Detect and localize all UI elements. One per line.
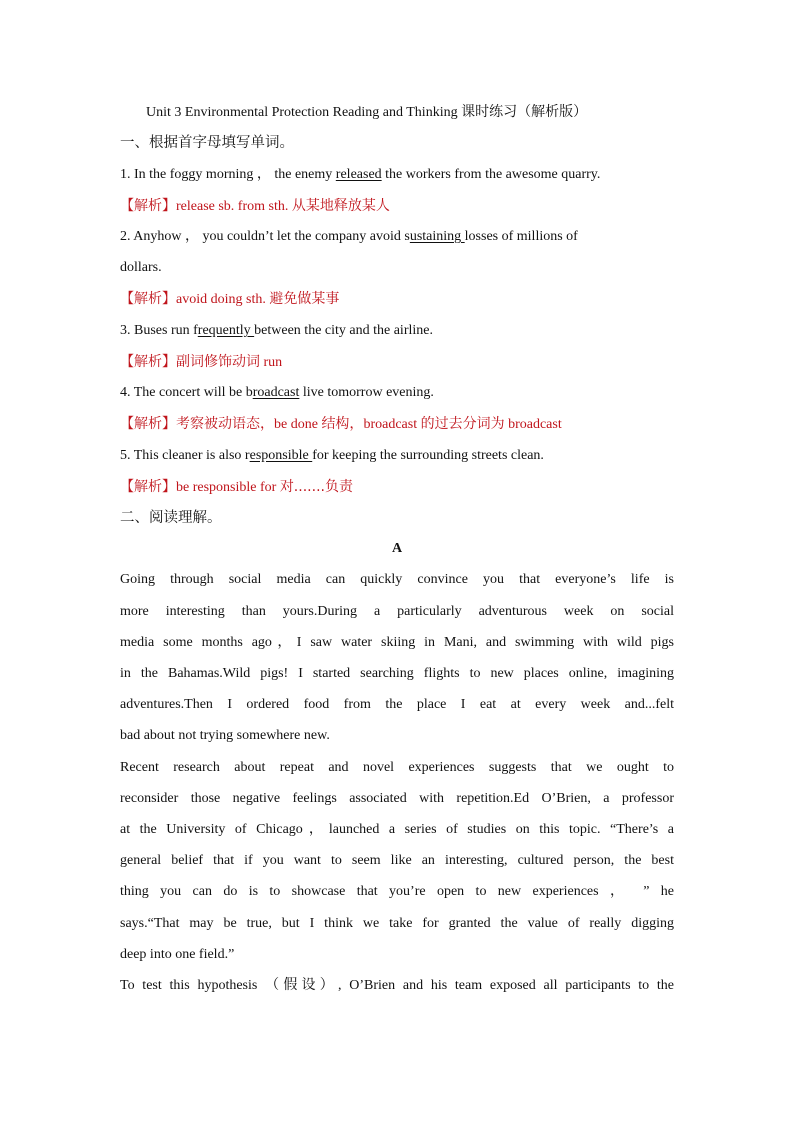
analysis-2-chinese: 避免做某事 <box>269 291 340 307</box>
title-english: Unit 3 Environmental Protection Reading and Thinking <box>146 105 458 120</box>
passage-line: reconsider those negative feelings associated with repetition.Ed O’Brien, a professor <box>120 791 674 806</box>
analysis-1-tag: 【解析】 <box>120 198 176 214</box>
question-1-text-after: the workers from the awesome quarry. <box>381 167 601 182</box>
passage-line: deep into one field.” <box>120 947 235 962</box>
title-chinese: 课时练习（解析版） <box>461 104 588 120</box>
analysis-4-english-1: be done <box>274 417 322 432</box>
passage-line: at the University of Chicago，launched a series of studies on this topic. “There’s a <box>120 822 674 837</box>
passage-line: thing you can do is to showcase that you’re open to new experiences ， ” he <box>120 884 674 899</box>
section-heading-fill-in: 一、根据首字母填写单词。 <box>120 135 294 151</box>
analysis-1-english: release sb. from sth. <box>176 199 292 214</box>
analysis-2-english: avoid doing sth. <box>176 292 270 307</box>
analysis-2-tag: 【解析】 <box>120 291 176 307</box>
question-3-answer: requently <box>197 323 255 338</box>
question-4-text-after: live tomorrow evening. <box>299 385 434 400</box>
question-5-text-before: 5. This cleaner is also r <box>120 448 250 463</box>
analysis-4-chinese-2: 结构， <box>321 416 364 432</box>
analysis-5-chinese: 对.......负责 <box>279 479 353 495</box>
analysis-4-chinese-1: 考察被动语态， <box>176 416 274 432</box>
passage-line: says.“That may be true, but I think we take for granted the value of really digging <box>120 916 674 931</box>
analysis-4-english-2: broadcast <box>363 417 421 432</box>
analysis-4-english-3: broadcast <box>504 417 562 432</box>
section-heading-reading: 二、阅读理解。 <box>120 510 222 526</box>
analysis-1 <box>120 197 674 216</box>
analysis-3-chinese: 副词修饰动词 <box>176 354 260 370</box>
analysis-4-chinese-3: 的过去分词为 <box>420 416 505 432</box>
passage-line: general belief that if you want to seem like an interesting, cultured person, the best <box>120 853 674 868</box>
question-1-text-before: 1. In the foggy morning ， the enemy <box>120 167 336 182</box>
analysis-5-english: be responsible for <box>176 480 280 495</box>
question-2-answer: ustaining <box>409 229 465 244</box>
passage-line: media some months ago，I saw water skiing in Mani, and swimming with wild pigs <box>120 635 674 650</box>
passage-line: in the Bahamas.Wild pigs! I started searching flights to new places online, imagining <box>120 666 674 681</box>
passage-label: A <box>391 541 403 556</box>
analysis-5 <box>120 478 674 497</box>
passage-line: Recent research about repeat and novel experiences suggests that we ought to <box>120 760 674 775</box>
passage-line: To test this hypothesis （假设）, O’Brien and his team exposed all participants to the <box>120 978 674 993</box>
passage-line: more interesting than yours.During a particularly adventurous week on social <box>120 604 674 619</box>
question-4-answer: roadcast <box>252 385 300 400</box>
analysis-3-tag: 【解析】 <box>120 354 176 370</box>
question-4-text-before: 4. The concert will be b <box>120 385 253 400</box>
passage-line: Going through social media can quickly convince you that everyone’s life is <box>120 572 674 587</box>
question-2-text-before: 2. Anyhow ， you couldn’t let the company avoid s <box>120 229 410 244</box>
question-5-text-after: for keeping the surrounding streets clean. <box>312 448 544 463</box>
question-1-answer: released <box>335 167 382 182</box>
analysis-4 <box>120 415 674 434</box>
question-3-text-after: between the city and the airline. <box>254 323 433 338</box>
analysis-2 <box>120 290 674 309</box>
analysis-1-chinese: 从某地释放某人 <box>291 198 390 214</box>
question-5 <box>120 447 674 465</box>
question-3-text-before: 3. Buses run f <box>120 323 198 338</box>
passage-line: adventures.Then I ordered food from the place I eat at every week and...felt <box>120 697 674 712</box>
question-2-continued: dollars. <box>120 260 162 275</box>
page-title <box>146 103 686 122</box>
passage-line: bad about not trying somewhere new. <box>120 728 330 743</box>
analysis-5-tag: 【解析】 <box>120 479 176 495</box>
question-4 <box>120 384 674 402</box>
analysis-3 <box>120 353 674 372</box>
question-1 <box>120 166 674 184</box>
analysis-3-english: run <box>260 355 283 370</box>
analysis-4-tag: 【解析】 <box>120 416 176 432</box>
question-2-text-after: losses of millions of <box>464 229 578 244</box>
question-2 <box>120 228 674 246</box>
question-5-answer: esponsible <box>249 448 313 463</box>
question-3 <box>120 322 674 340</box>
